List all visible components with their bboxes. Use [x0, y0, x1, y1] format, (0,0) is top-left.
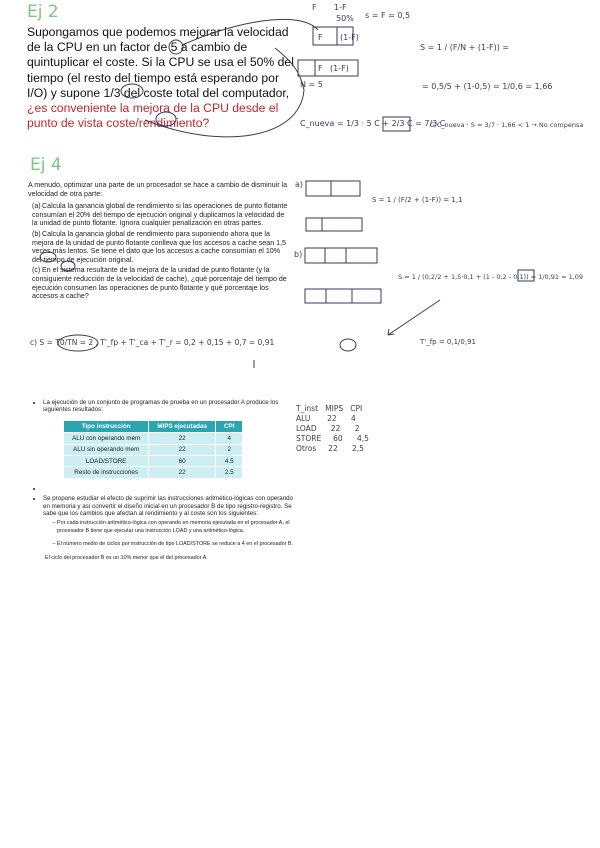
hand-s-result: = 0,5/5 + (1-0,5) = 1/0,6 = 1,66 [422, 82, 553, 91]
exercise-2-question: ¿es conveniente la mejora de la CPU desde el punto de vista coste/rendimiento? [27, 101, 279, 131]
hand-b-s: S = 1 / (0,2/2 + 1,5·0,1 + (1 - 0,2 - 0,1)) = 1/0,91 = 1,09 [398, 273, 584, 281]
table-header: Tipo instrucción [64, 420, 149, 432]
hand-a-label: a) [295, 180, 304, 189]
exercise-5-bullet-2: • Se propone estudiar el efecto de suprimir las instrucciones aritmético-lógicas con operando en memoria y así convertir el diseño inicial en un procesador B de tipo registro-registro. Se sabe que los cambios que afectan al rendimiento y al coste son los siguientes: – Por cada instrucción aritmético-lógica con operando en memoria ejecutada en el procesador A, el procesador B tiene que ejecutar una instrucción LOAD y una aritmético-lógica. – El número medio de ciclos por instrucción de tipo LOAD/STORE se reduce a 4 en el procesador B. El ciclo del procesador B es un 10% menor que el del procesador A. [43, 495, 295, 562]
hand-a-s: S = 1 / (F/2 + (1-F)) = 1,1 [372, 196, 463, 204]
hand-top-fraction: 1-F [334, 3, 347, 12]
arrow-5 [182, 19, 318, 45]
table-row: ALU con operando mem 22 4 [64, 433, 243, 444]
table-header: CPI [215, 420, 243, 432]
table-row: Resto de instrucciones 22 2.5 [64, 467, 243, 478]
exercise-5-bullet-1: • La ejecución de un conjunto de programas de prueba en un procesador A produce los siguientes resultados: Tipo instrucción MIPS ejecutadas CPI ALU con operando mem 22 4 ALU sin operando mem 22 2 LOAD/STORE 60 4.5 Resto de instrucciones 22 2.5 [43, 399, 295, 479]
exercise-5-sub-3: El ciclo del procesador B es un 10% menor que el del procesador A. [45, 554, 208, 561]
table-row: ALU sin operando mem 22 2 [64, 444, 243, 455]
bar-4b-orig [305, 248, 377, 263]
hand-c-new: C_nueva = 1/3 · 5 C + 2/3 C = 7/3 C [300, 119, 446, 128]
exercise-4-intro: A menudo, optimizar una parte de un procesador se hace a cambio de disminuir la velocidad de otra parte: [28, 181, 288, 198]
hand-top-s: s = F = 0,5 [365, 11, 411, 20]
exercise-5-sub-1: – Por cada instrucción aritmético-lógica con operando en memoria ejecutada en el procesador A, el procesador B tiene que ejecutar una instrucción LOAD y una aritmético-lógica. [57, 520, 295, 535]
table-row: LOAD/STORE 60 4.5 [64, 456, 243, 467]
hand-c-ratio: C/C_nueva · S = 3/7 · 1,66 < 1 → No compensa [430, 121, 584, 129]
hand-b-label: b) [294, 250, 303, 259]
bar-improved [298, 60, 358, 76]
hand-top-f: F [312, 3, 317, 12]
arrow-loop [145, 48, 304, 137]
exercise-2-label: Ej 2 [27, 2, 59, 22]
circle-1-3 [121, 84, 143, 98]
hand-s-formula: S = 1 / (F/N + (1-F)) = [420, 43, 510, 52]
bar-4b-new [305, 289, 381, 303]
circle-conveniente [156, 112, 176, 126]
exercise-5-sub-2: – El número medio de ciclos por instrucción de tipo LOAD/STORE se reduce a 4 en el procesador B. [57, 541, 295, 548]
bar-4a-orig [306, 181, 360, 196]
exercise-4-item-a: (a)Calcula la ganancia global de rendimiento si las operaciones de punto flotante consumían el 20% del tiempo de ejecución original y duplicamos la velocidad de la unidad de punto flotante. Ignora cualquier penalización en otras partes. [32, 202, 288, 228]
hand-bar1-b: (1-F) [340, 33, 359, 42]
bar-4a-new [306, 218, 362, 231]
hand-c-right: T'_fp = 0,1/0,91 [420, 338, 476, 346]
table-header: MIPS ejecutadas [149, 420, 216, 432]
hand-c-line: c) S = T0/TN = 2 , T'_fp + T'_ca + T'_r = 0,2 + 0,15 + 0,7 = 0,91 [30, 338, 275, 347]
hand-bar2-a: F [318, 64, 323, 73]
hand-ns: N = 5 [300, 80, 323, 89]
exercise-2-statement: Supongamos que podemos mejorar la velocidad de la CPU en un factor de 5 a cambio de quintuplicar el coste. Si la CPU se usa el 50% del tiempo (el resto del tiempo está esperando por I/O) y supone 1/3 del coste total del computador, [27, 25, 294, 100]
hand-bar1-a: F [318, 33, 323, 42]
exercise-4-label: Ej 4 [30, 155, 62, 175]
hand-bar2-b: (1-F) [330, 64, 349, 73]
circle-5 [169, 40, 183, 54]
hand-top-pct: 50% [336, 14, 354, 23]
hand-b-table: T_inst MIPS CPI ALU 22 4 LOAD 22 2 STORE 60 4,5 Otros 22 2,5 [296, 404, 369, 453]
exercise-4-item-c: (c) En el sistema resultante de la mejora de la unidad de punto flotante (y la consiguiente reducción de la velocidad de cache), ¿qué porcentaje del tiempo de ejecución consumen las operaciones de punto flotante y qué porcentaje los accesos a cache? [32, 266, 287, 301]
exercise-4-item-b: (b)Calcula la ganancia global de rendimiento para suponiendo ahora que la mejora de la unidad de punto flotante conlleva que los accesos a cache sean 1,5 veces más lentos. Se tiene el dato que los accesos a cache consumían el 10% del tiempo de ejecución original. [32, 229, 286, 264]
